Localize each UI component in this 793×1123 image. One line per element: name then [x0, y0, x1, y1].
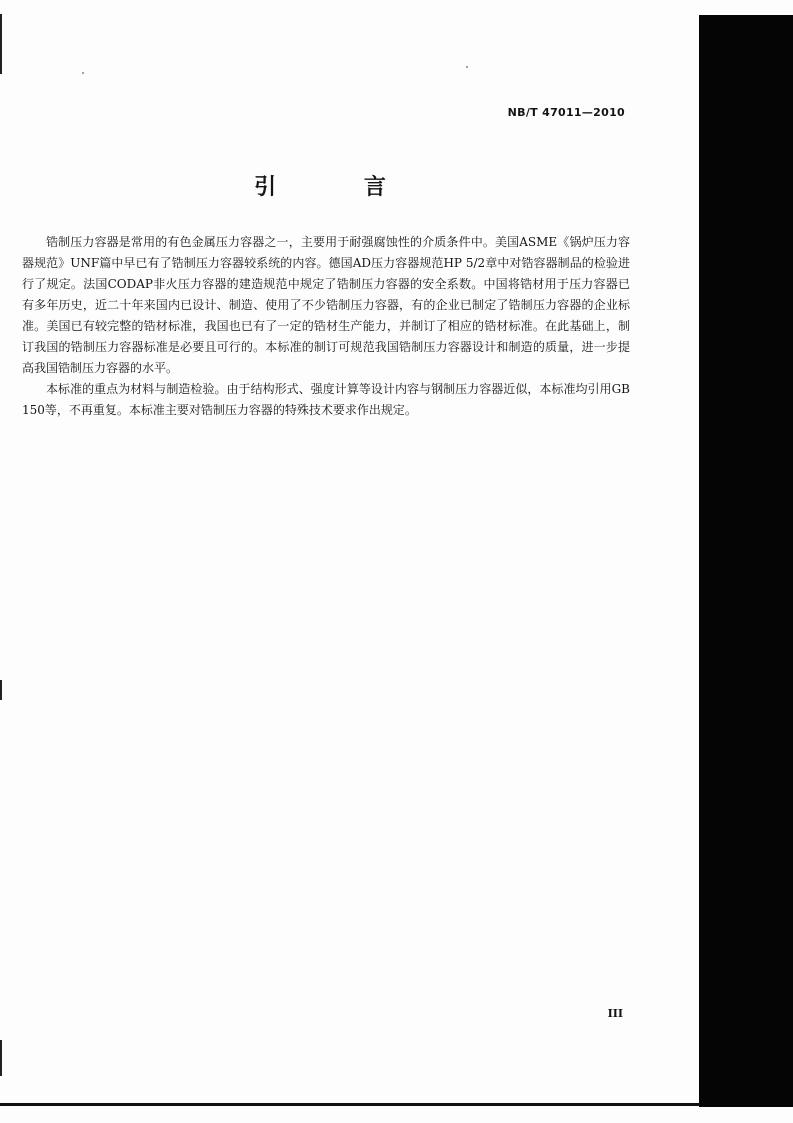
scan-bottom-edge	[0, 1103, 700, 1106]
scan-left-mark	[0, 14, 2, 74]
standard-code: NB/T 47011—2010	[507, 106, 625, 119]
scan-speck	[82, 72, 84, 74]
body-text	[22, 232, 630, 421]
scan-left-mark	[0, 1040, 2, 1076]
page-number: III	[607, 1007, 623, 1020]
paragraph: 本标准的重点为材料与制造检验。由于结构形式、强度计算等设计内容与钢制压力容器近似，本标准均引用GB 150等，不再重复。本标准主要对锆制压力容器的特殊技术要求作出规定。	[22, 382, 630, 417]
page-title: 引 言	[254, 175, 426, 200]
paragraph: 锆制压力容器是常用的有色金属压力容器之一，主要用于耐强腐蚀性的介质条件中。美国ASME《锅炉压力容器规范》UNF篇中早已有了锆制压力容器较系统的内容。德国AD压力容器规范HP 5/2章中对锆容器制品的检验进行了规定。法国CODAP非火压力容器的建造规范中规定了锆制压力容器的安全系数。中国将锆材用于压力容器已有多年历史，近二十年来国内已设计、制造、使用了不少锆制压力容器，有的企业已制定了锆制压力容器的企业标准。美国已有较完整的锆材标准，我国也已有了一定的锆材生产能力，并制订了相应的锆材标准。在此基础上，制订我国的锆制压力容器标准是必要且可行的。本标准的制订可规范我国锆制压力容器设计和制造的质量，进一步提高我国锆制压力容器的水平。	[22, 235, 630, 375]
scan-speck	[466, 66, 468, 68]
scan-left-mark	[0, 680, 2, 700]
scan-edge-shadow	[699, 15, 793, 1107]
